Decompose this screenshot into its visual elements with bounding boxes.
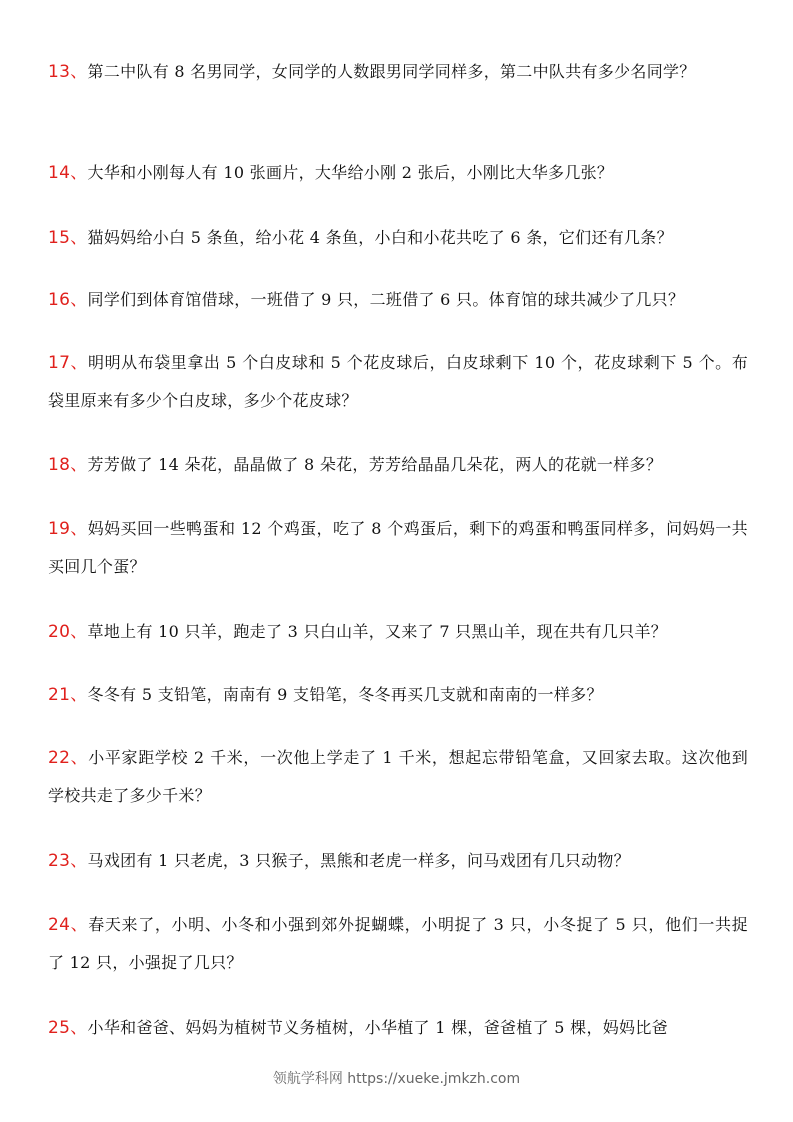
question-number: 23、 <box>48 851 88 871</box>
question-17 <box>48 344 748 419</box>
question-13 <box>48 53 748 91</box>
question-19 <box>48 510 748 585</box>
question-16 <box>48 281 748 319</box>
question-text: 冬冬有 5 支铅笔，南南有 9 支铅笔，冬冬再买几支就和南南的一样多？ <box>87 685 603 704</box>
question-24 <box>48 906 748 981</box>
question-text: 小平家距学校 2 千米，一次他上学走了 1 千米，想起忘带铅笔盒，又回家去取。这次他到学校共走了多少千米？ <box>48 748 748 805</box>
question-text: 春天来了，小明、小冬和小强到郊外捉蝴蝶，小明捉了 3 只，小冬捉了 5 只，他们一共捉了 12 只，小强捉了几只？ <box>48 915 748 972</box>
question-number: 25、 <box>48 1018 88 1038</box>
question-number: 20、 <box>48 622 88 642</box>
question-number: 14、 <box>48 163 88 183</box>
question-text: 同学们到体育馆借球，一班借了 9 只，二班借了 6 只。体育馆的球共减少了几只？ <box>87 290 685 309</box>
question-text: 马戏团有 1 只老虎，3 只猴子，黑熊和老虎一样多，问马戏团有几只动物？ <box>87 851 630 870</box>
question-number: 15、 <box>48 228 88 248</box>
question-20 <box>48 613 748 651</box>
question-number: 13、 <box>48 62 88 82</box>
question-text: 明明从布袋里拿出 5 个白皮球和 5 个花皮球后，白皮球剩下 10 个，花皮球剩下 5 个。布袋里原来有多少个白皮球，多少个花皮球？ <box>48 353 748 410</box>
question-text: 草地上有 10 只羊，跑走了 3 只白山羊，又来了 7 只黑山羊，现在共有几只羊？ <box>87 622 668 641</box>
question-25 <box>48 1009 748 1047</box>
page-footer: 领航学科网 https://xueke.jmkzh.com <box>272 1071 521 1087</box>
question-15 <box>48 219 748 257</box>
question-23 <box>48 842 748 880</box>
question-22 <box>48 739 748 814</box>
question-number: 17、 <box>48 353 89 373</box>
question-number: 24、 <box>48 915 89 935</box>
question-text: 猫妈妈给小白 5 条鱼，给小花 4 条鱼，小白和小花共吃了 6 条，它们还有几条？ <box>87 228 673 247</box>
question-21 <box>48 676 748 714</box>
question-text: 芳芳做了 14 朵花，晶晶做了 8 朵花，芳芳给晶晶几朵花，两人的花就一样多？ <box>87 455 663 474</box>
question-text: 妈妈买回一些鸭蛋和 12 个鸡蛋，吃了 8 个鸡蛋后，剩下的鸡蛋和鸭蛋同样多，问妈妈一共买回几个蛋？ <box>48 519 748 576</box>
question-number: 22、 <box>48 748 89 768</box>
question-18 <box>48 446 748 484</box>
question-number: 21、 <box>48 685 88 705</box>
question-number: 16、 <box>48 290 88 310</box>
question-number: 19、 <box>48 519 88 539</box>
question-text: 小华和爸爸、妈妈为植树节义务植树，小华植了 1 棵，爸爸植了 5 棵，妈妈比爸 <box>87 1018 668 1037</box>
question-number: 18、 <box>48 455 88 475</box>
question-text: 第二中队有 8 名男同学，女同学的人数跟男同学同样多，第二中队共有多少名同学？ <box>87 62 696 81</box>
question-text: 大华和小刚每人有 10 张画片，大华给小刚 2 张后，小刚比大华多几张？ <box>87 163 614 182</box>
question-14 <box>48 154 748 192</box>
